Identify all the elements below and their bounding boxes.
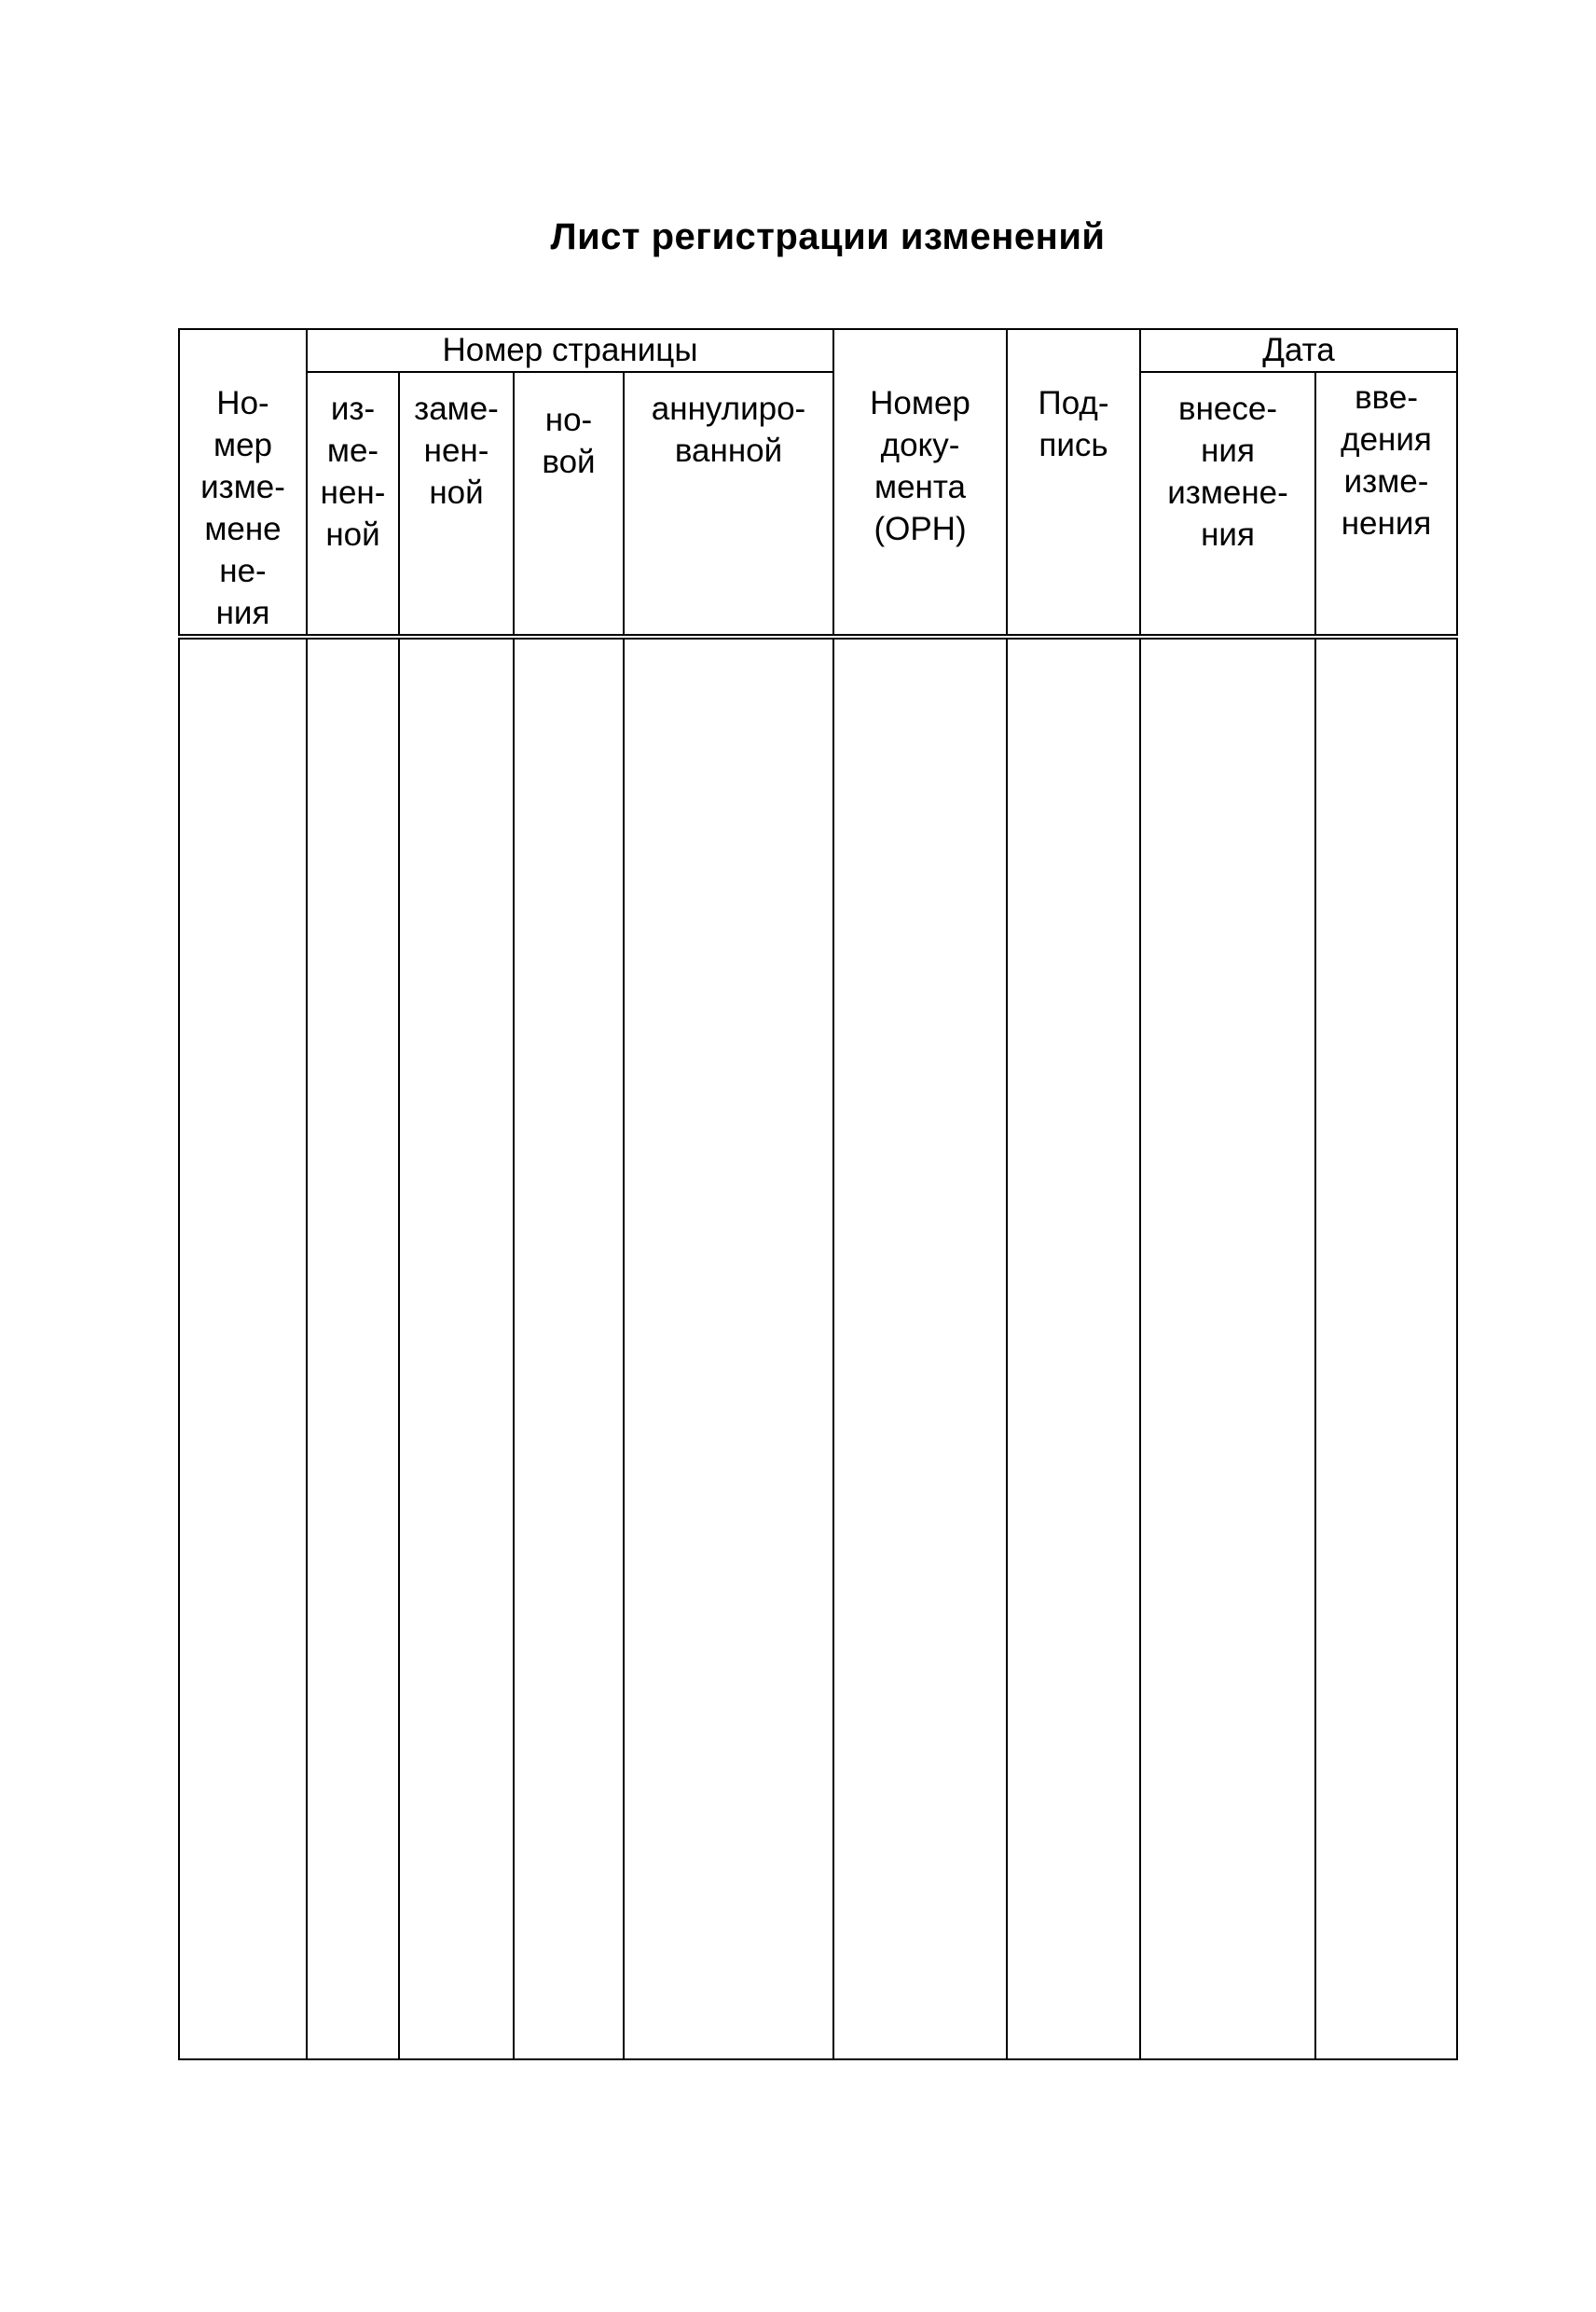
- header-change-number-label: Но- мер изме- мене не- ния: [200, 385, 285, 631]
- change-registration-table: [178, 328, 1458, 2060]
- header-document-number-label: Номер доку- мента (ОРН): [870, 385, 970, 547]
- header-date-introduction: [1315, 372, 1457, 637]
- header-signature: [1007, 329, 1140, 637]
- cell-document-number[interactable]: [833, 637, 1007, 2059]
- page-title: Лист регистрации изменений: [550, 216, 1106, 257]
- header-changed-label: из- ме- нен- ной: [320, 391, 386, 553]
- header-group-page-number-label: Номер страницы: [442, 332, 698, 368]
- cell-date-introduction[interactable]: [1315, 637, 1457, 2059]
- header-row-top: [179, 329, 1457, 372]
- header-group-page-number: [307, 329, 833, 372]
- table-row: [179, 637, 1457, 2059]
- header-cancelled: [624, 372, 833, 637]
- header-document-number: [833, 329, 1007, 637]
- header-new-label: но- вой: [542, 402, 596, 480]
- header-date-entry: [1140, 372, 1315, 637]
- header-replaced-label: заме- нен- ной: [414, 391, 499, 511]
- header-replaced: [399, 372, 514, 637]
- header-row-sub: [179, 372, 1457, 637]
- cell-changed[interactable]: [307, 637, 399, 2059]
- cell-cancelled[interactable]: [624, 637, 833, 2059]
- header-changed: [307, 372, 399, 637]
- header-cancelled-label: аннулиро- ванной: [651, 391, 806, 469]
- header-date-introduction-label: вве- дения изме- нения: [1341, 379, 1432, 542]
- header-date-entry-label: внесе- ния измене- ния: [1167, 391, 1288, 553]
- cell-date-entry[interactable]: [1140, 637, 1315, 2059]
- header-group-date-label: Дата: [1262, 332, 1335, 368]
- header-new: [514, 372, 624, 637]
- cell-new[interactable]: [514, 637, 624, 2059]
- header-signature-label: Под- пись: [1038, 385, 1109, 463]
- cell-replaced[interactable]: [399, 637, 514, 2059]
- cell-signature[interactable]: [1007, 637, 1140, 2059]
- cell-change-number[interactable]: [179, 637, 307, 2059]
- header-change-number: [179, 329, 307, 637]
- header-group-date: [1140, 329, 1457, 372]
